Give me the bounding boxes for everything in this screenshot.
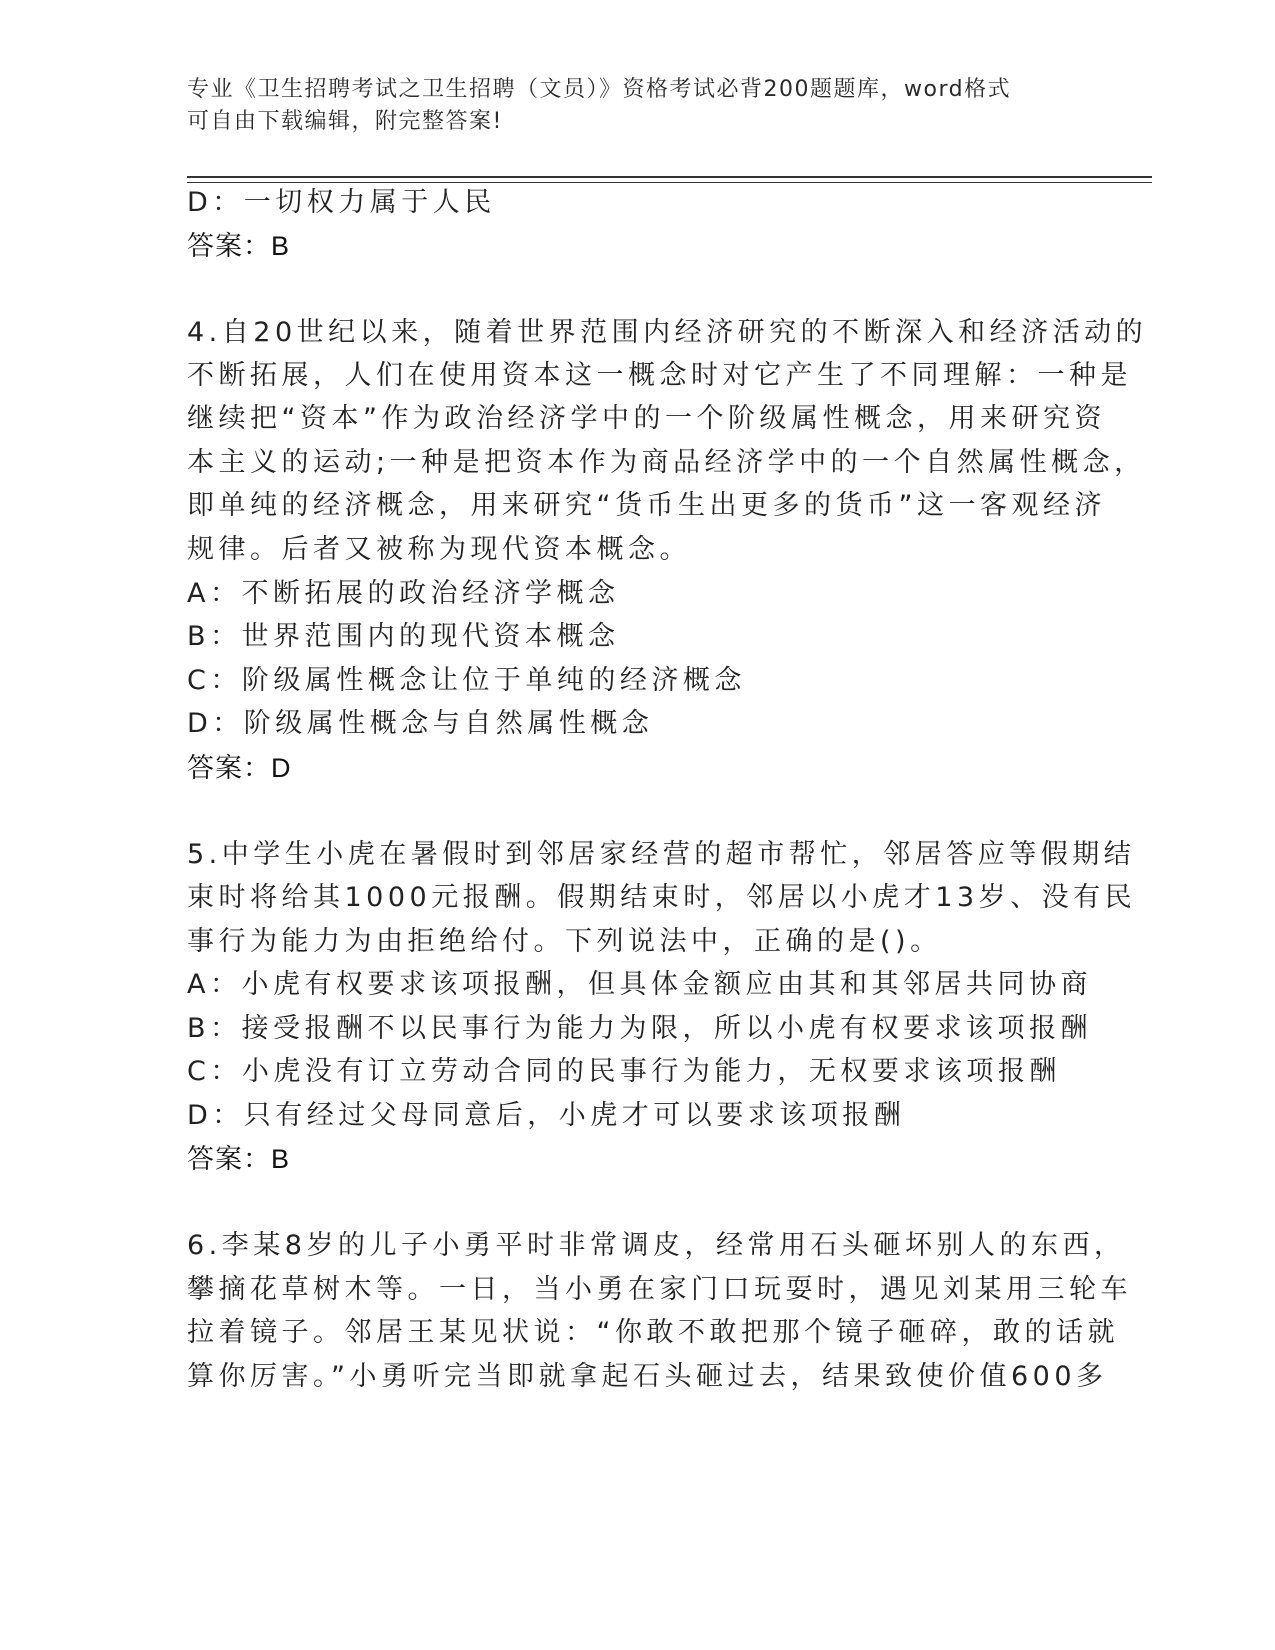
- q4-stem-line: 本主义的运动;一种是把资本作为商品经济学中的一个自然属性概念，: [187, 447, 1146, 478]
- q5-stem-line: 事行为能力为由拒绝给付。下列说法中，正确的是()。: [187, 926, 942, 957]
- header-divider-thick: [187, 176, 1152, 178]
- q5-option-d: D：只有经过父母同意后，小虎才可以要求该项报酬: [187, 1100, 906, 1131]
- q5-option-c: C：小虎没有订立劳动合同的民事行为能力，无权要求该项报酬: [187, 1056, 1061, 1087]
- q4-stem-line: 规律。后者又被称为现代资本概念。: [187, 534, 691, 565]
- q4-option-b: B：世界范围内的现代资本概念: [187, 621, 620, 652]
- q5-option-a: A：小虎有权要求该项报酬，但具体金额应由其和其邻居共同协商: [187, 969, 1092, 1000]
- q3-option-d: D：一切权力属于人民: [187, 187, 496, 218]
- header-line-2: 可自由下载编辑，附完整答案!: [187, 109, 503, 134]
- q6-stem-line: 攀摘花草树木等。一日，当小勇在家门口玩耍时，遇见刘某用三轮车: [187, 1274, 1132, 1305]
- header-line-1: 专业《卫生招聘考试之卫生招聘（文员）》资格考试必背200题题库，word格式: [187, 77, 1012, 102]
- q4-option-a: A：不断拓展的政治经济学概念: [187, 578, 620, 609]
- q4-stem-line: 不断拓展，人们在使用资本这一概念时对它产生了不同理解：一种是: [187, 360, 1132, 391]
- q4-option-d: D：阶级属性概念与自然属性概念: [187, 708, 654, 739]
- document-header: [187, 74, 1087, 138]
- q3-answer: 答案：B: [187, 231, 291, 261]
- q5-option-b: B：接受报酬不以民事行为能力为限，所以小虎有权要求该项报酬: [187, 1013, 1093, 1044]
- q4-stem-line: 继续把“资本”作为政治经济学中的一个阶级属性概念，用来研究资: [187, 403, 1106, 434]
- q6-stem-line: 算你厉害。”小勇听完当即就拿起石头砸过去，结果致使价值600多: [187, 1361, 1108, 1392]
- q5-stem-line: 束时将给其1000元报酬。假期结束时，邻居以小虎才13岁、没有民: [187, 882, 1137, 913]
- q4-stem-line: 即单纯的经济概念，用来研究“货币生出更多的货币”这一客观经济: [187, 490, 1106, 521]
- q4-stem-line: 4.自20世纪以来，随着世界范围内经济研究的不断深入和经济活动的: [187, 317, 1148, 348]
- q4-answer: 答案：D: [187, 753, 292, 783]
- q6-stem-line: 拉着镜子。邻居王某见状说：“你敢不敢把那个镜子砸碎，敢的话就: [187, 1317, 1119, 1348]
- q5-answer: 答案：B: [187, 1144, 291, 1174]
- q4-option-c: C：阶级属性概念让位于单纯的经济概念: [187, 665, 746, 696]
- q6-stem-line: 6.李某8岁的儿子小勇平时非常调皮，经常用石头砸坏别人的东西，: [187, 1230, 1126, 1261]
- q5-stem-line: 5.中学生小虎在暑假时到邻居家经营的超市帮忙，邻居答应等假期结: [187, 839, 1136, 870]
